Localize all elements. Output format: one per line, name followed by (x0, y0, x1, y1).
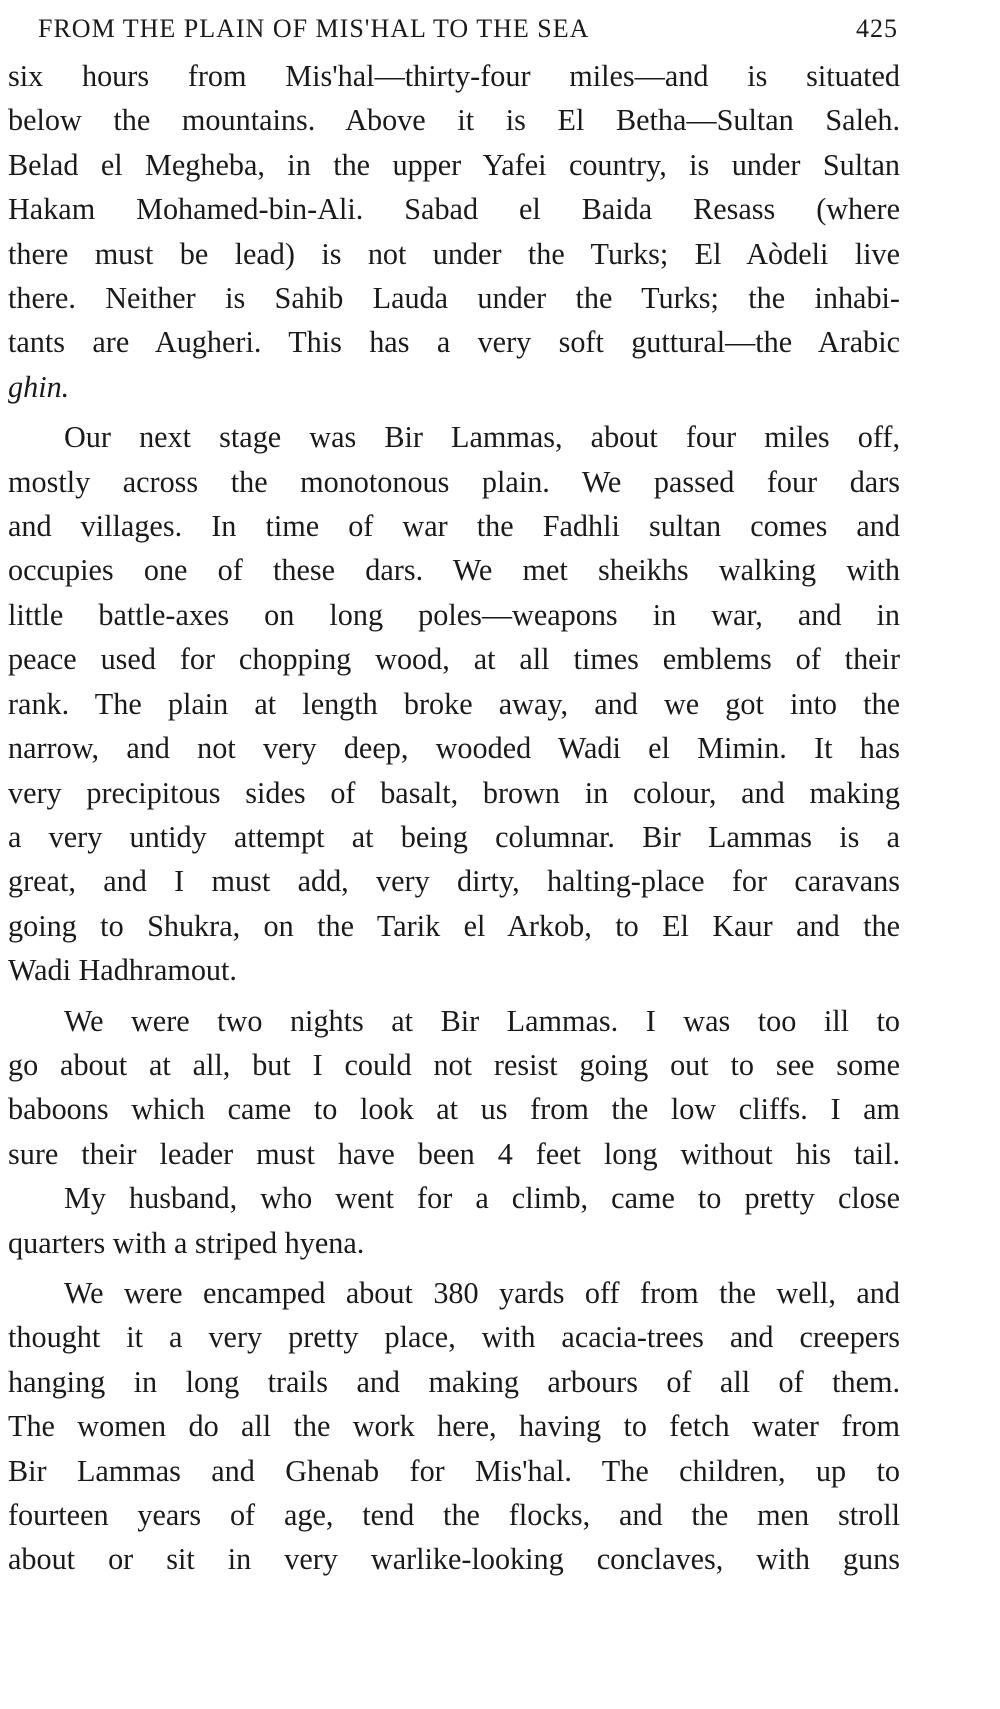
text-line: ghin. (8, 369, 70, 404)
text-line: occupies one of these dars. We met sheikhs walking with (8, 553, 900, 588)
text-line: sure their leader must have been 4 feet long without his tail. (8, 1136, 900, 1171)
page-number: 425 (856, 14, 898, 43)
text-line: hanging in long trails and making arbours of all of them. (8, 1364, 900, 1399)
running-head (8, 14, 900, 54)
text-line: and villages. In time of war the Fadhli sultan comes and (8, 509, 900, 544)
text-line: great, and I must add, very dirty, halting-place for caravans (8, 864, 900, 899)
text-line: six hours from Mis'hal—thirty-four miles—and is situated (8, 59, 900, 93)
text-line: about or sit in very warlike-looking conclaves, with guns (8, 1542, 900, 1577)
text-line: going to Shukra, on the Tarik el Arkob, to El Kaur and the (8, 908, 900, 943)
text-line: Bir Lammas and Ghenab for Mis'hal. The children, up to (8, 1453, 900, 1488)
paragraph-1 (8, 54, 900, 409)
text-line: Belad el Megheba, in the upper Yafei country, is under Sultan (8, 147, 900, 182)
text-line: quarters with a striped hyena. (8, 1225, 365, 1260)
text-line: rank. The plain at length broke away, and we got into the (8, 686, 900, 721)
text-line: below the mountains. Above it is El Betha—Sultan Saleh. (8, 103, 900, 138)
text-line: Wadi Hadhramout. (8, 953, 237, 988)
text-line: peace used for chopping wood, at all times emblems of their (8, 642, 900, 677)
text-line: The women do all the work here, having to fetch water from (8, 1409, 900, 1444)
text-line: thought it a very pretty place, with acacia-trees and creepers (8, 1320, 900, 1355)
text-line: a very untidy attempt at being columnar. Bir Lammas is a (8, 819, 900, 854)
text-line: Hakam Mohamed-bin-Ali. Sabad el Baida Resass (where (8, 192, 900, 227)
text-line: Our next stage was Bir Lammas, about four miles off, (64, 420, 900, 455)
text-line: We were two nights at Bir Lammas. I was too ill to (64, 1003, 900, 1038)
paragraph-3 (8, 999, 900, 1177)
text-line: narrow, and not very deep, wooded Wadi el Mimin. It has (8, 731, 900, 766)
text-line: there. Neither is Sahib Lauda under the Turks; the inhabi- (8, 281, 900, 316)
book-page (8, 0, 900, 1582)
text-line: fourteen years of age, tend the flocks, and the men stroll (8, 1498, 900, 1532)
text-line: tants are Augheri. This has a very soft guttural—the Arabic (8, 325, 900, 360)
text-line: there must be lead) is not under the Turks; El Aòdeli live (8, 236, 900, 271)
paragraph-5 (8, 1271, 900, 1582)
text-line: mostly across the monotonous plain. We passed four dars (8, 464, 900, 499)
text-line: My husband, who went for a climb, came to pretty close (64, 1181, 900, 1216)
text-line: very precipitous sides of basalt, brown in colour, and making (8, 775, 900, 810)
text-line: baboons which came to look at us from the low cliffs. I am (8, 1092, 900, 1127)
text-line: We were encamped about 380 yards off from the well, and (64, 1275, 900, 1310)
text-line: go about at all, but I could not resist going out to see some (8, 1047, 900, 1082)
text-line: little battle-axes on long poles—weapons in war, and in (8, 597, 900, 632)
chapter-title: FROM THE PLAIN OF MIS'HAL TO THE SEA (38, 14, 590, 43)
paragraph-4 (8, 1176, 900, 1265)
paragraph-2 (8, 415, 900, 992)
